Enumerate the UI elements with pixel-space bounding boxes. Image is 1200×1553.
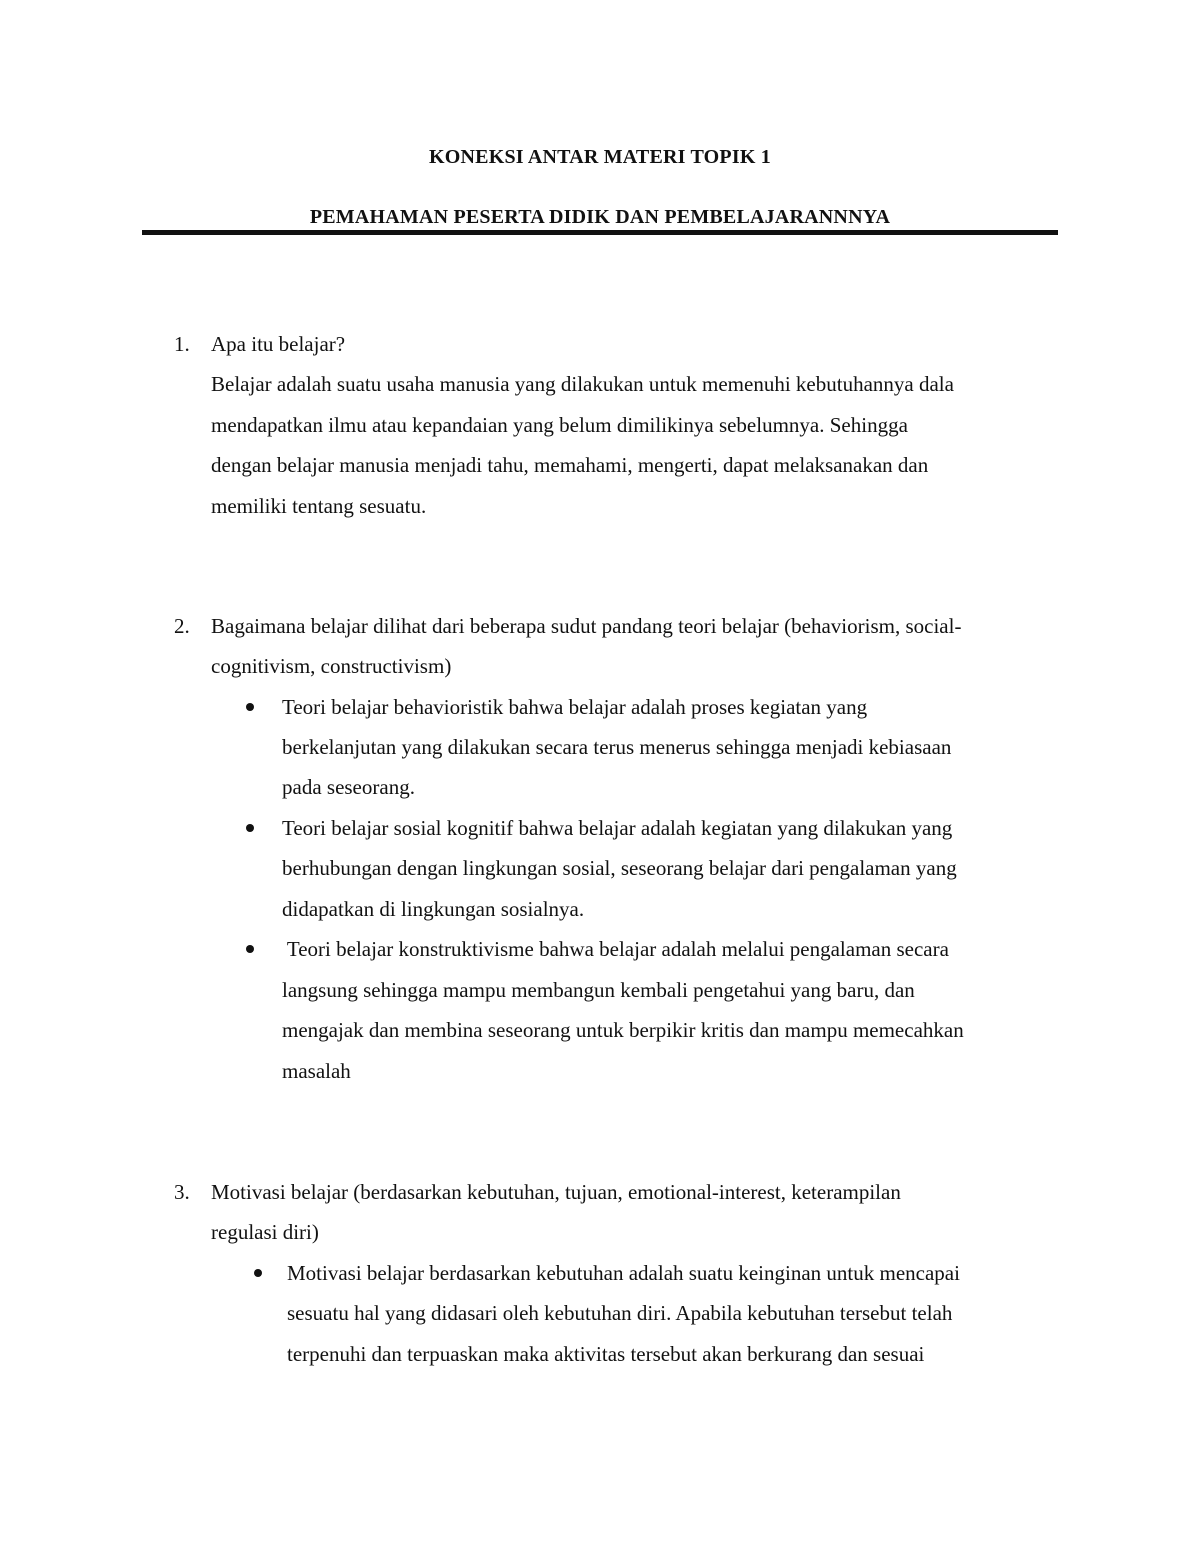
section-2-number: 2.	[174, 614, 190, 638]
bullet-icon	[246, 703, 254, 711]
document-subtitle: PEMAHAMAN PESERTA DIDIK DAN PEMBELAJARANNNYA	[309, 206, 891, 228]
section-2-bullet-line: berhubungan dengan lingkungan sosial, seseorang belajar dari pengalaman yang	[282, 856, 957, 880]
section-2-bullet-line: Teori belajar behavioristik bahwa belajar adalah proses kegiatan yang	[282, 695, 868, 719]
section-1-answer-line: memiliki tentang sesuatu.	[211, 494, 427, 518]
section-3-number: 3.	[174, 1180, 190, 1204]
section-2-bullet-line: Teori belajar sosial kognitif bahwa belajar adalah kegiatan yang dilakukan yang	[282, 816, 953, 840]
heading-rule	[142, 230, 1058, 235]
section-3-bullet-line: Motivasi belajar berdasarkan kebutuhan adalah suatu keinginan untuk mencapai	[287, 1261, 960, 1285]
section-2-bullet-line: berkelanjutan yang dilakukan secara terus menerus sehingga menjadi kebiasaan	[282, 735, 952, 759]
section-1-number: 1.	[174, 332, 190, 356]
section-3-bullet-line: terpenuhi dan terpuaskan maka aktivitas tersebut akan berkurang dan sesuai	[287, 1342, 925, 1366]
section-3-question-line: regulasi diri)	[211, 1220, 319, 1244]
section-1-answer-line: Belajar adalah suatu usaha manusia yang dilakukan untuk memenuhi kebutuhannya dala	[211, 372, 954, 396]
section-2-bullet-line: pada seseorang.	[282, 775, 415, 799]
section-3-question-line: Motivasi belajar (berdasarkan kebutuhan, tujuan, emotional-interest, keterampilan	[211, 1180, 901, 1204]
bullet-icon	[246, 824, 254, 832]
section-2-bullet-line: mengajak dan membina seseorang untuk berpikir kritis dan mampu memecahkan	[282, 1018, 964, 1042]
document-title: KONEKSI ANTAR MATERI TOPIK 1	[429, 146, 771, 168]
bullet-icon	[254, 1269, 262, 1277]
section-2-bullet-line: langsung sehingga mampu membangun kembali pengetahui yang baru, dan	[282, 978, 915, 1002]
section-2-bullet-line: didapatkan di lingkungan sosialnya.	[282, 897, 585, 921]
section-2-bullet-line: masalah	[282, 1059, 351, 1083]
section-2-question-line: Bagaimana belajar dilihat dari beberapa sudut pandang teori belajar (behaviorism, social-	[211, 614, 962, 638]
bullet-icon	[246, 945, 254, 953]
section-1-answer-line: dengan belajar manusia menjadi tahu, memahami, mengerti, dapat melaksanakan dan	[211, 453, 929, 477]
section-1-answer-line: mendapatkan ilmu atau kepandaian yang belum dimilikinya sebelumnya. Sehingga	[211, 413, 908, 437]
section-3-bullet-line: sesuatu hal yang didasari oleh kebutuhan diri. Apabila kebutuhan tersebut telah	[287, 1301, 953, 1325]
section-1-question: Apa itu belajar?	[211, 332, 346, 356]
section-2-bullet-line: Teori belajar konstruktivisme bahwa belajar adalah melalui pengalaman secara	[282, 937, 949, 961]
section-2-question-line: cognitivism, constructivism)	[211, 654, 452, 678]
